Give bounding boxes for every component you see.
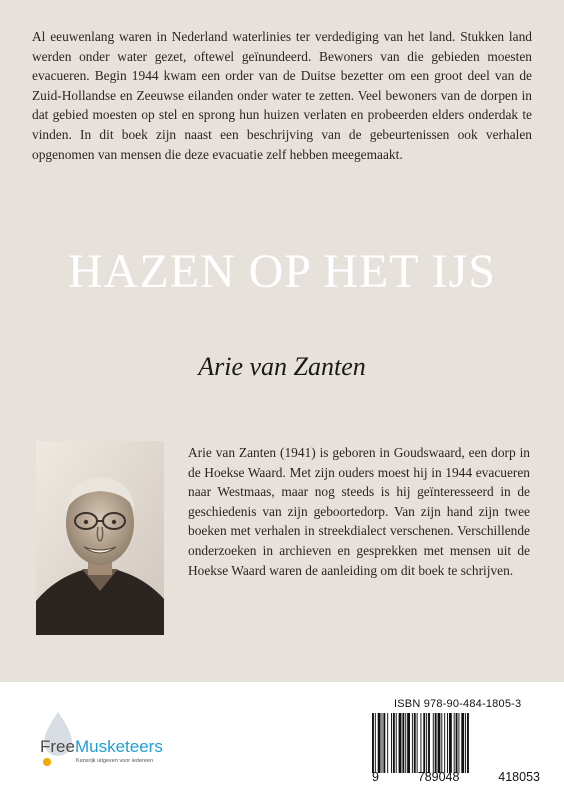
barcode-bar xyxy=(435,713,437,773)
isbn-label: ISBN 978-90-484-1805-3 xyxy=(394,698,522,710)
barcode-bar xyxy=(382,713,383,773)
author-photo xyxy=(36,441,164,635)
barcode-bar xyxy=(456,713,458,773)
barcode-bar xyxy=(461,713,464,773)
isbn-digit-group: 9 xyxy=(372,770,379,784)
barcode-bar xyxy=(428,713,430,773)
barcode-bar xyxy=(423,713,425,773)
barcode-bar xyxy=(378,713,381,773)
barcode-bar xyxy=(417,713,418,773)
barcode-bar xyxy=(420,713,421,773)
barcode-bar xyxy=(465,713,466,773)
barcode-bar xyxy=(412,713,413,773)
author-bio-text: Arie van Zanten (1941) is geboren in Goudswaard, een dorp in de Hoekse Waard. Met zijn ouders moest hij in 1944 evacueren naar Westmaas, maar nog steeds is hij geïnteresseerd in de geschiedenis van zijn geboortedorp. Van zijn hand zijn twee boeken met verhalen in streekdialect verschenen. Verschillende onderzoeken in archieven en gesprekken met mensen uit de Hoekse Waard waren de aanleiding om dit boek te schrijven. xyxy=(188,445,530,578)
isbn-digit-group: 789048 xyxy=(417,770,460,784)
barcode-bar xyxy=(414,713,416,773)
barcode-bar xyxy=(449,713,452,773)
author-name: Arie van Zanten xyxy=(198,352,366,381)
isbn-digits xyxy=(372,770,540,784)
barcode-bar xyxy=(393,713,395,773)
publisher-name-part1: Free xyxy=(40,737,75,756)
publisher-logo xyxy=(38,708,198,778)
barcode-bar xyxy=(454,713,455,773)
barcode-bar xyxy=(444,713,445,773)
barcode-bar xyxy=(447,713,448,773)
barcode-bar xyxy=(441,713,442,773)
barcode xyxy=(370,713,540,773)
barcode-bar xyxy=(399,713,402,773)
barcode-bar xyxy=(372,713,374,773)
barcode-bar xyxy=(407,713,410,773)
barcode-bar xyxy=(396,713,397,773)
barcode-bar xyxy=(467,713,469,773)
barcode-bar xyxy=(391,713,392,773)
barcode-bar xyxy=(387,713,388,773)
blurb-text: Al eeuwenlang waren in Nederland waterlinies ter verdediging van het land. Stukken land werden onder water gezet, oftewel geïnundeerd. Bewoners van die gebieden moesten evacueren. Begin 1944 kwam een order van de Duitse bezetter om een groot deel van de Zuid-Hollandse en Zeeuwse eilanden onder water te zetten. Veel bewoners van de dorpen in dat gebied moesten op stel en sprong hun huizen verlaten en probeerden elders onderdak te vinden. In dit boek zijn naast een beschrijving van de gebeurtenissen ook verhalen opgenomen van mensen die deze evacuatie zelf hebben meegemaakt. xyxy=(32,29,532,162)
barcode-bar xyxy=(383,713,385,773)
publisher-name-part2: Musketeers xyxy=(74,737,163,756)
barcode-bar xyxy=(402,713,404,773)
barcode-bar xyxy=(405,713,406,773)
publisher-tagline: Kansrijk uitgeven voor iedereen xyxy=(76,758,154,764)
barcode-bar xyxy=(438,713,441,773)
publisher-name xyxy=(40,737,163,757)
barcode-bar xyxy=(433,713,434,773)
barcode-bar xyxy=(375,713,376,773)
barcode-bar xyxy=(458,713,459,773)
book-title: HAZEN OP HET IJS xyxy=(67,245,496,298)
barcode-bar xyxy=(426,713,427,773)
isbn-digit-group: 418053 xyxy=(498,770,540,784)
